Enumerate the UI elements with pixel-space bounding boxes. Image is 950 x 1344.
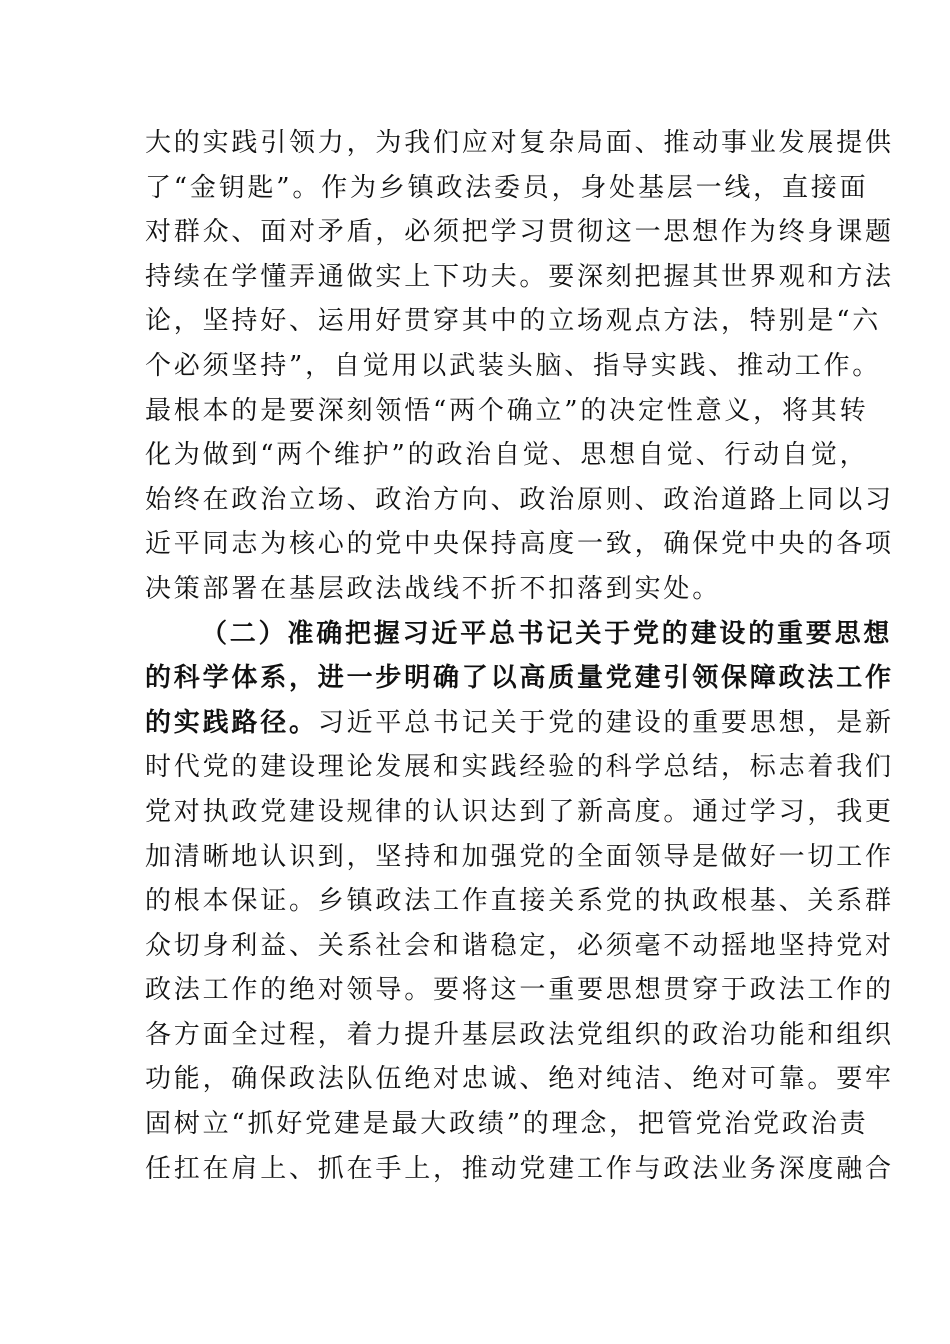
text-line: 政法工作的绝对领导。要将这一重要思想贯穿于政法工作的 xyxy=(145,975,894,1006)
text-line: 个必须坚持”，自觉用以武装头脑、指导实践、推动工作。 xyxy=(145,350,882,381)
text-line: 了“金钥匙”。作为乡镇政法委员，身处基层一线，直接面 xyxy=(145,172,869,203)
text-line: 论，坚持好、运用好贯穿其中的立场观点方法，特别是“六 xyxy=(145,306,882,337)
text-line: 时代党的建设理论发展和实践经验的科学总结，标志着我们 xyxy=(145,752,894,783)
text-line: 决策部署在基层政法战线不折不扣落到实处。 xyxy=(145,573,722,604)
section-heading-tail: 的实践路径。 xyxy=(145,707,318,738)
section-heading-line: （二）准确把握习近平总书记关于党的建设的重要思想 xyxy=(201,618,893,649)
text-line: 近平同志为核心的党中央保持高度一致，确保党中央的各项 xyxy=(145,529,894,560)
text-line: 加清晰地认识到，坚持和加强党的全面领导是做好一切工作 xyxy=(145,841,894,872)
text-line: 对群众、面对矛盾，必须把学习贯彻这一思想作为终身课题 xyxy=(145,217,894,248)
text-line: 的根本保证。乡镇政法工作直接关系党的执政根基、关系群 xyxy=(145,886,894,917)
paragraph-start: 习近平总书记关于党的建设的重要思想，是新 xyxy=(317,707,894,738)
text-line: 最根本的是要深刻领悟“两个确立”的决定性意义，将其转 xyxy=(145,395,869,426)
text-line: 众切身利益、关系社会和谐稳定，必须毫不动摇地坚持党对 xyxy=(145,930,894,961)
body-text xyxy=(145,121,894,1191)
text-line: 任扛在肩上、抓在手上，推动党建工作与政法业务深度融合 xyxy=(145,1153,894,1184)
text-line: 固树立“抓好党建是最大政绩”的理念，把管党治党政治责 xyxy=(145,1109,869,1140)
text-line: 化为做到“两个维护”的政治自觉、思想自觉、行动自觉， xyxy=(145,440,869,471)
text-line: 始终在政治立场、政治方向、政治原则、政治道路上同以习 xyxy=(145,484,894,515)
text-line: 党对执政党建设规律的认识达到了新高度。通过学习，我更 xyxy=(145,796,894,827)
text-line xyxy=(145,701,894,746)
section-heading-line: 的科学体系，进一步明确了以高质量党建引领保障政法工作 xyxy=(145,663,894,694)
text-line: 各方面全过程，着力提升基层政法党组织的政治功能和组织 xyxy=(145,1019,894,1050)
text-line: 大的实践引领力，为我们应对复杂局面、推动事业发展提供 xyxy=(145,128,894,158)
text-line: 功能，确保政法队伍绝对忠诚、绝对纯洁、绝对可靠。要牢 xyxy=(145,1064,894,1095)
text-line: 持续在学懂弄通做实上下功夫。要深刻把握其世界观和方法 xyxy=(145,261,894,292)
